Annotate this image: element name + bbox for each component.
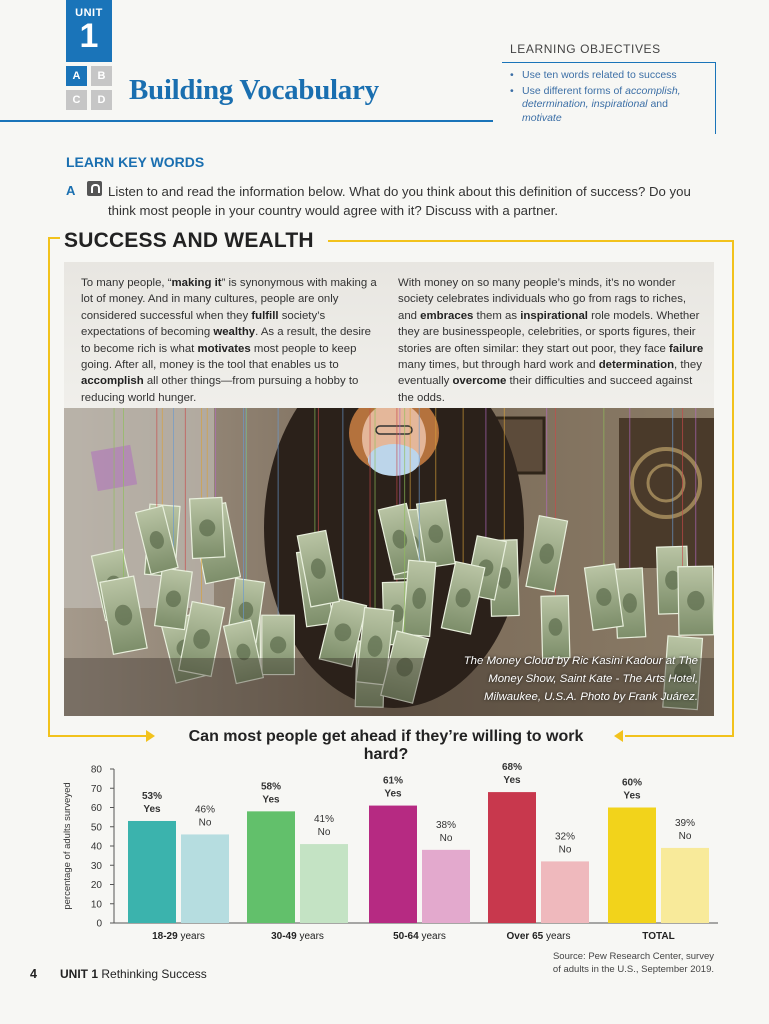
key-word: motivates (197, 342, 251, 355)
bar-no (541, 861, 589, 923)
x-category-label: TOTAL (642, 931, 675, 942)
bar-yes (608, 808, 656, 924)
article-column-left: To many people, “making it” is synonymous with making a lot of money. And in many cultures, people are only considered successful when they fulfill society’s expectations of becoming wealthy. As a result, the desire to become rich is what motivates most people to keep going. After all, money is the tool that enables us to accomplish all other things—from pursuing a hobby to reducing world hunger. (81, 277, 377, 404)
bar-yes (369, 806, 417, 923)
header-rule (0, 120, 493, 122)
bar-yes (247, 811, 295, 923)
key-word: fulfill (251, 309, 279, 322)
footer-unit (60, 967, 207, 981)
x-category-label: 50-64 years (393, 931, 446, 942)
bar-value-label: 58% (260, 781, 282, 793)
y-tick-label: 80 (90, 764, 102, 776)
bar-value-label: 68% (501, 762, 523, 774)
objective-item (510, 85, 710, 126)
bar-series-label: Yes (503, 775, 521, 787)
bar-series-label: No (558, 844, 572, 856)
source-line: of adults in the U.S., September 2019. (552, 964, 714, 975)
key-word: overcome (452, 375, 507, 388)
frame-line (625, 735, 734, 737)
unit-tab (66, 0, 112, 62)
key-word: embraces (420, 309, 474, 322)
bar-value-label: 60% (621, 777, 643, 789)
y-tick-label: 60 (90, 803, 102, 814)
bar-series-label: No (439, 832, 453, 844)
frame-line (328, 240, 734, 242)
bar-no (300, 844, 348, 923)
article-title: SUCCESS AND WEALTH (64, 229, 314, 252)
bar-value-label: 61% (382, 775, 404, 787)
lesson-cell-c: C (66, 90, 87, 110)
bar-value-label: 53% (141, 790, 163, 802)
page-number: 4 (30, 967, 37, 981)
chart-title: Can most people get ahead if they’re willing to work hard? (188, 728, 584, 763)
caption-credit: by Ric Kasini Kadour at The Money Show, Saint Kate - The Arts Hotel, Milwaukee, U.S.A. Photo by Frank Juárez. (484, 655, 698, 703)
y-axis-label: percentage of adults surveyed (62, 782, 73, 910)
y-tick-label: 40 (90, 841, 102, 853)
learning-objectives-title: LEARNING OBJECTIVES (510, 42, 661, 56)
bar-series-label: No (678, 830, 692, 842)
bar-no (181, 834, 229, 923)
chart-source (470, 950, 714, 976)
unit-number: 1 (79, 17, 99, 55)
bar-series-label: Yes (384, 788, 402, 800)
source-line: Source: Pew Research Center, survey (552, 951, 714, 962)
bar-series-label: Yes (262, 794, 280, 806)
bar-no (661, 848, 709, 923)
objective-text: Use different forms of accomplish, determination, inspirational and motivate (522, 84, 681, 124)
x-category-label: 30-49 years (271, 931, 324, 942)
bar-value-label: 41% (313, 814, 335, 826)
bar-value-label: 39% (674, 817, 696, 829)
article-column-right: With money on so many people’s minds, it’s no wonder society celebrates individuals who go from rags to riches, and embraces them as inspirational role models. Whether they are businesspeople, celebrities, or sports figures, their stories are often similar: they start out poor, they face failure many times, but through hard work and determination, they eventually overcome their difficulties and succeed against the odds. (398, 277, 704, 404)
y-tick-label: 10 (90, 899, 102, 911)
learn-key-words-heading: LEARN KEY WORDS (66, 154, 205, 170)
chart-bars (128, 792, 709, 923)
lesson-cell-d: D (91, 90, 112, 110)
footer-unit-title: Rethinking Success (101, 967, 207, 981)
bar-no (422, 850, 470, 923)
key-word: accomplish (81, 375, 144, 388)
money-cloud-photo (64, 408, 714, 716)
bar-yes (488, 792, 536, 923)
footer-unit-label: UNIT 1 (60, 967, 99, 981)
objective-item: • Use ten words related to success (510, 69, 710, 83)
y-tick-label: 0 (96, 918, 102, 930)
photo-caption (448, 652, 698, 706)
headphones-icon[interactable] (87, 181, 102, 196)
y-tick-label: 50 (90, 822, 102, 834)
x-category-label: 18-29 years (152, 931, 205, 942)
bar-chart (58, 756, 718, 946)
task-instruction: Listen to and read the information below. What do you think about this definition of success? Do you think most people in your country would agree with it? Discuss with a partner. (108, 184, 691, 218)
key-word: determination (598, 359, 675, 372)
key-word: wealthy (213, 326, 256, 339)
bar-value-label: 38% (435, 819, 457, 831)
caption-artwork-title: The Money Cloud (463, 655, 554, 667)
bar-value-label: 46% (194, 804, 216, 816)
bar-series-label: Yes (623, 790, 641, 802)
frame-line (732, 240, 734, 737)
y-tick-label: 70 (90, 783, 102, 795)
arrow-right-icon (146, 730, 155, 742)
lesson-cell-a: A (66, 66, 87, 86)
key-word: inspirational (520, 309, 588, 322)
bar-series-label: Yes (143, 803, 161, 815)
y-tick-label: 30 (90, 860, 102, 872)
lesson-cell-b: B (91, 66, 112, 86)
bar-yes (128, 821, 176, 923)
bar-value-label: 32% (554, 831, 576, 843)
arrow-left-icon (614, 730, 623, 742)
x-category-label: Over 65 years (506, 931, 571, 942)
section-title: Building Vocabulary (129, 74, 379, 106)
bar-series-label: No (198, 817, 212, 829)
bar-series-label: No (317, 827, 331, 839)
key-word: failure (668, 342, 704, 355)
task-letter: A (66, 183, 76, 198)
unit-label: UNIT (75, 7, 103, 19)
frame-line (48, 237, 50, 737)
y-tick-label: 20 (90, 880, 102, 891)
frame-line (48, 735, 148, 737)
learning-objectives-list (510, 69, 710, 127)
key-word: making it (171, 277, 222, 289)
